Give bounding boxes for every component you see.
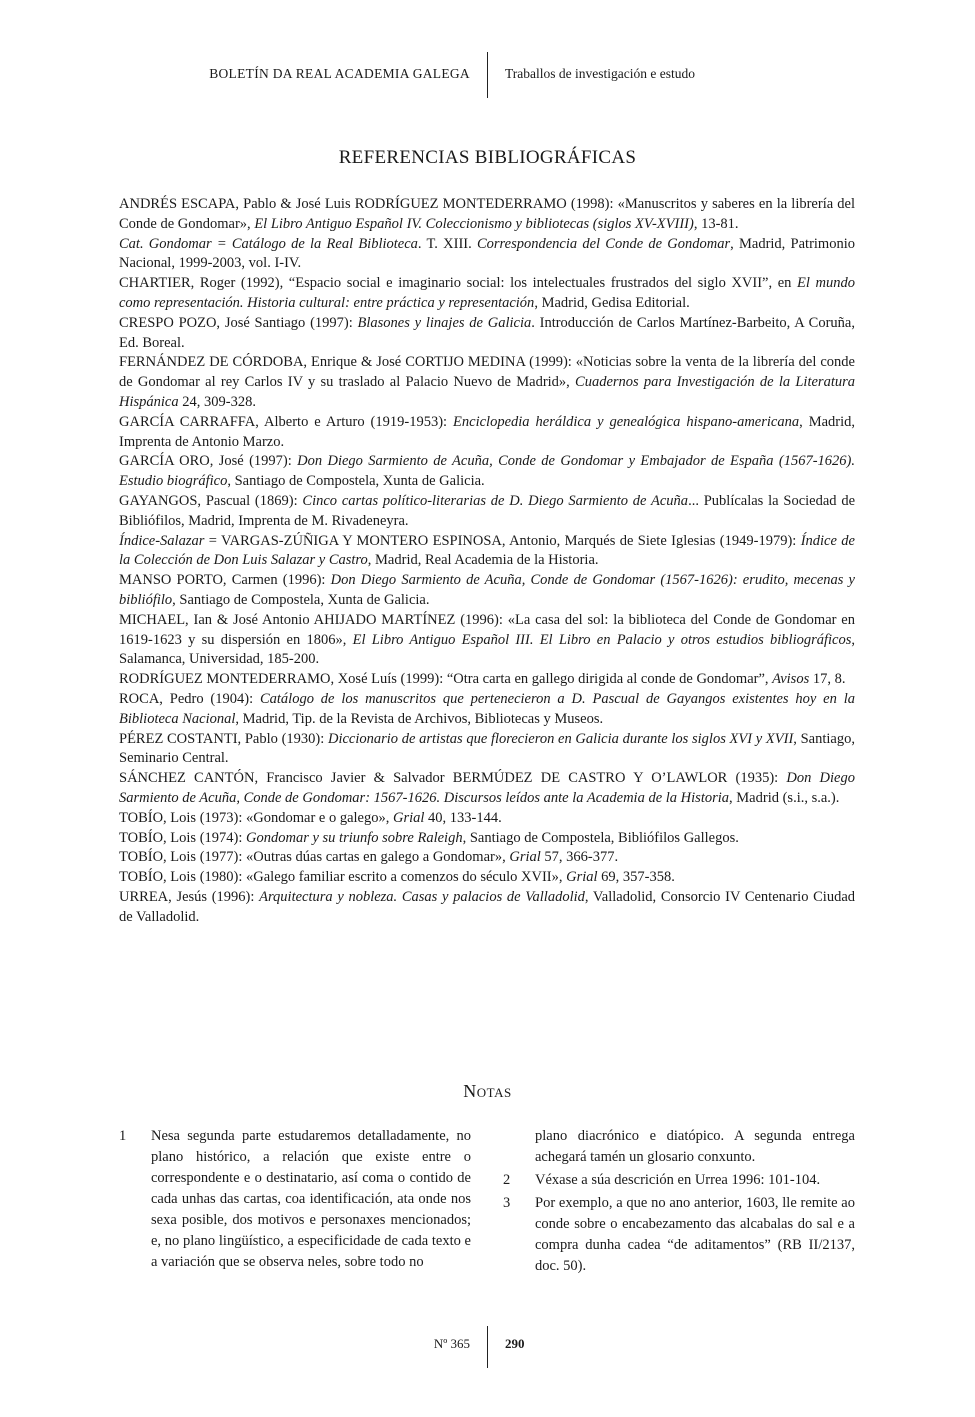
reference-item: MANSO PORTO, Carmen (1996): Don Diego Sarmiento de Acuña, Conde de Gondomar (1567-1626): erudito, mecenas y bibliófilo, Santiago de Compostela, Xunta de Galicia. [119,572,855,608]
issue-number: Nº 365 [433,1336,470,1351]
reference-item: TOBÍO, Lois (1974): Gondomar y su triunfo sobre Raleigh, Santiago de Compostela, Bibliófilos Gallegos. [119,829,739,846]
footnote-text: Véxase a súa descrición en Urrea 1996: 101-104. [535,1172,821,1188]
reference-item: Índice-Salazar = VARGAS-ZÚÑIGA Y MONTERO ESPINOSA, Antonio, Marqués de Siete Iglesias (1949-1979): Índice de la Colección de Don Luis Salazar y Castro, Madrid, Real Academia de la Historia. [119,532,855,569]
reference-item: CRESPO POZO, José Santiago (1997): Blasones y linajes de Galicia. Introducción de Carlos Martínez-Barbeito, A Coruña, Ed. Boreal. [119,314,855,351]
reference-item: TOBÍO, Lois (1977): «Outras dúas cartas en galego a Gondomar», Grial 57, 366-377. [119,849,619,866]
footnote-text: Por exemplo, a que no ano anterior, 1603, lle remite ao conde sobre o encabezamento das alcabalas do sal e a compra dunha cadea “de aditamentos” (RB II/2137, doc. 50). [535,1195,855,1274]
footnote-3 [503,1193,855,1277]
reference-item: TOBÍO, Lois (1980): «Galego familiar escrito a comenzos do século XVII», Grial 69, 357-358. [119,869,675,886]
footnote-number: 1 [119,1128,127,1144]
references-title: REFERENCIAS BIBLIOGRÁFICAS [338,147,637,168]
reference-item: CHARTIER, Roger (1992), “Espacio social e imaginario social: los intelectuales frustrados del siglo XVII”, en El mundo como representación. Historia cultural: entre práctica y representación, Madrid, Gedisa Editorial. [119,275,855,311]
reference-item: ROCA, Pedro (1904): Catálogo de los manuscritos que pertenecieron a D. Pascual de Gayangos existentes hoy en la Biblioteca Nacional, Madrid, Tip. de la Revista de Archivos, Bibliotecas y Museos. [119,690,855,727]
reference-item: PÉREZ COSTANTI, Pablo (1930): Diccionario de artistas que florecieron en Galicia durante los siglos XVI y XVII, Santiago, Seminario Central. [119,730,855,767]
reference-item: SÁNCHEZ CANTÓN, Francisco Javier & Salvador BERMÚDEZ DE CASTRO Y O’LAWLOR (1935): Don Diego Sarmiento de Acuña, Conde de Gondomar: 1567-1626. Discursos leídos ante la Academia de la Historia, Madrid (s.i., s.a.). [119,770,855,806]
reference-item: GARCÍA CARRAFFA, Alberto e Arturo (1919-1953): Enciclopedia heráldica y genealógica hispano-americana, Madrid, Imprenta de Antonio Marzo. [119,413,856,450]
section-name: Traballos de investigación e estudo [505,66,695,81]
running-header [0,52,975,98]
reference-item: Cat. Gondomar = Catálogo de la Real Biblioteca. T. XIII. Correspondencia del Conde de Gondomar, Madrid, Patrimonio Nacional, 1999-2003, vol. I-IV. [119,235,855,272]
reference-item: GAYANGOS, Pascual (1869): Cinco cartas político-literarias de D. Diego Sarmiento de Acuña... Publícalas la Sociedad de Bibliófilos, Madrid, Imprenta de M. Rivadeneyra. [119,492,856,529]
footnote-number: 3 [503,1195,511,1211]
footnote-number: 2 [503,1172,511,1188]
footnote-text: Nesa segunda parte estudaremos detalladamente, no plano histórico, a relación que existe entre o correspondente e o destinatario, así coma o contido de cada unhas das cartas, coa identificación, ata onde nos sexa posible, dos motivos e personaxes mencionados; e, no plano lingüístico, a especificidade de cada texto e a variación que se observa neles, sobre todo no [151,1128,471,1270]
reference-item: RODRÍGUEZ MONTEDERRAMO, Xosé Luís (1999): “Otra carta en gallego dirigida al conde de Gondomar”, Avisos 17, 8. [119,671,846,688]
footnote-1-continued: plano diacrónico e diatópico. A segunda entrega achegará tamén un glosario conxunto. [535,1128,855,1165]
page-number: 290 [505,1336,525,1351]
reference-item: TOBÍO, Lois (1973): «Gondomar e o galego», Grial 40, 133-144. [119,809,502,826]
notes-column-right [503,1126,855,1279]
running-footer [0,1326,975,1368]
header-divider [487,52,488,98]
reference-item: GARCÍA ORO, José (1997): Don Diego Sarmiento de Acuña, Conde de Gondomar y Embajador de España (1567-1626). Estudio biográfico, Santiago de Compostela, Xunta de Galicia. [119,453,856,490]
notes-column-left [119,1126,471,1275]
reference-item: URREA, Jesús (1996): Arquitectura y nobleza. Casas y palacios de Valladolid, Valladolid, Consorcio IV Centenario Ciudad de Valladolid. [119,888,855,925]
footnote-1 [119,1126,471,1273]
reference-item: FERNÁNDEZ DE CÓRDOBA, Enrique & José CORTIJO MEDINA (1999): «Noticias sobre la venta de la librería del conde de Gondomar al rey Carlos IV y su traslado al Palacio Nuevo de Madrid», Cuadernos para Investigación de la Literatura Hispánica 24, 309-328. [119,354,855,410]
reference-item: MICHAEL, Ian & José Antonio AHIJADO MARTÍNEZ (1996): «La casa del sol: la biblioteca del Conde de Gondomar en 1619-1623 y su dispersión en 1806», El Libro Antiguo Español III. El Libro en Palacio y otros estudios bibliográficos, Salamanca, Universidad, 185-200. [119,611,855,668]
reference-item: ANDRÉS ESCAPA, Pablo & José Luis RODRÍGUEZ MONTEDERRAMO (1998): «Manuscritos y saberes en la librería del Conde de Gondomar», El Libro Antiguo Español IV. Coleccionismo y bibliotecas (siglos XV-XVIII), 13-81. [119,196,855,232]
reference-list [119,195,855,927]
footer-divider [487,1326,488,1368]
notes-title: Notas [463,1081,512,1101]
journal-title: BOLETÍN DA REAL ACADEMIA GALEGA [209,66,470,81]
footnote-2 [503,1170,855,1191]
